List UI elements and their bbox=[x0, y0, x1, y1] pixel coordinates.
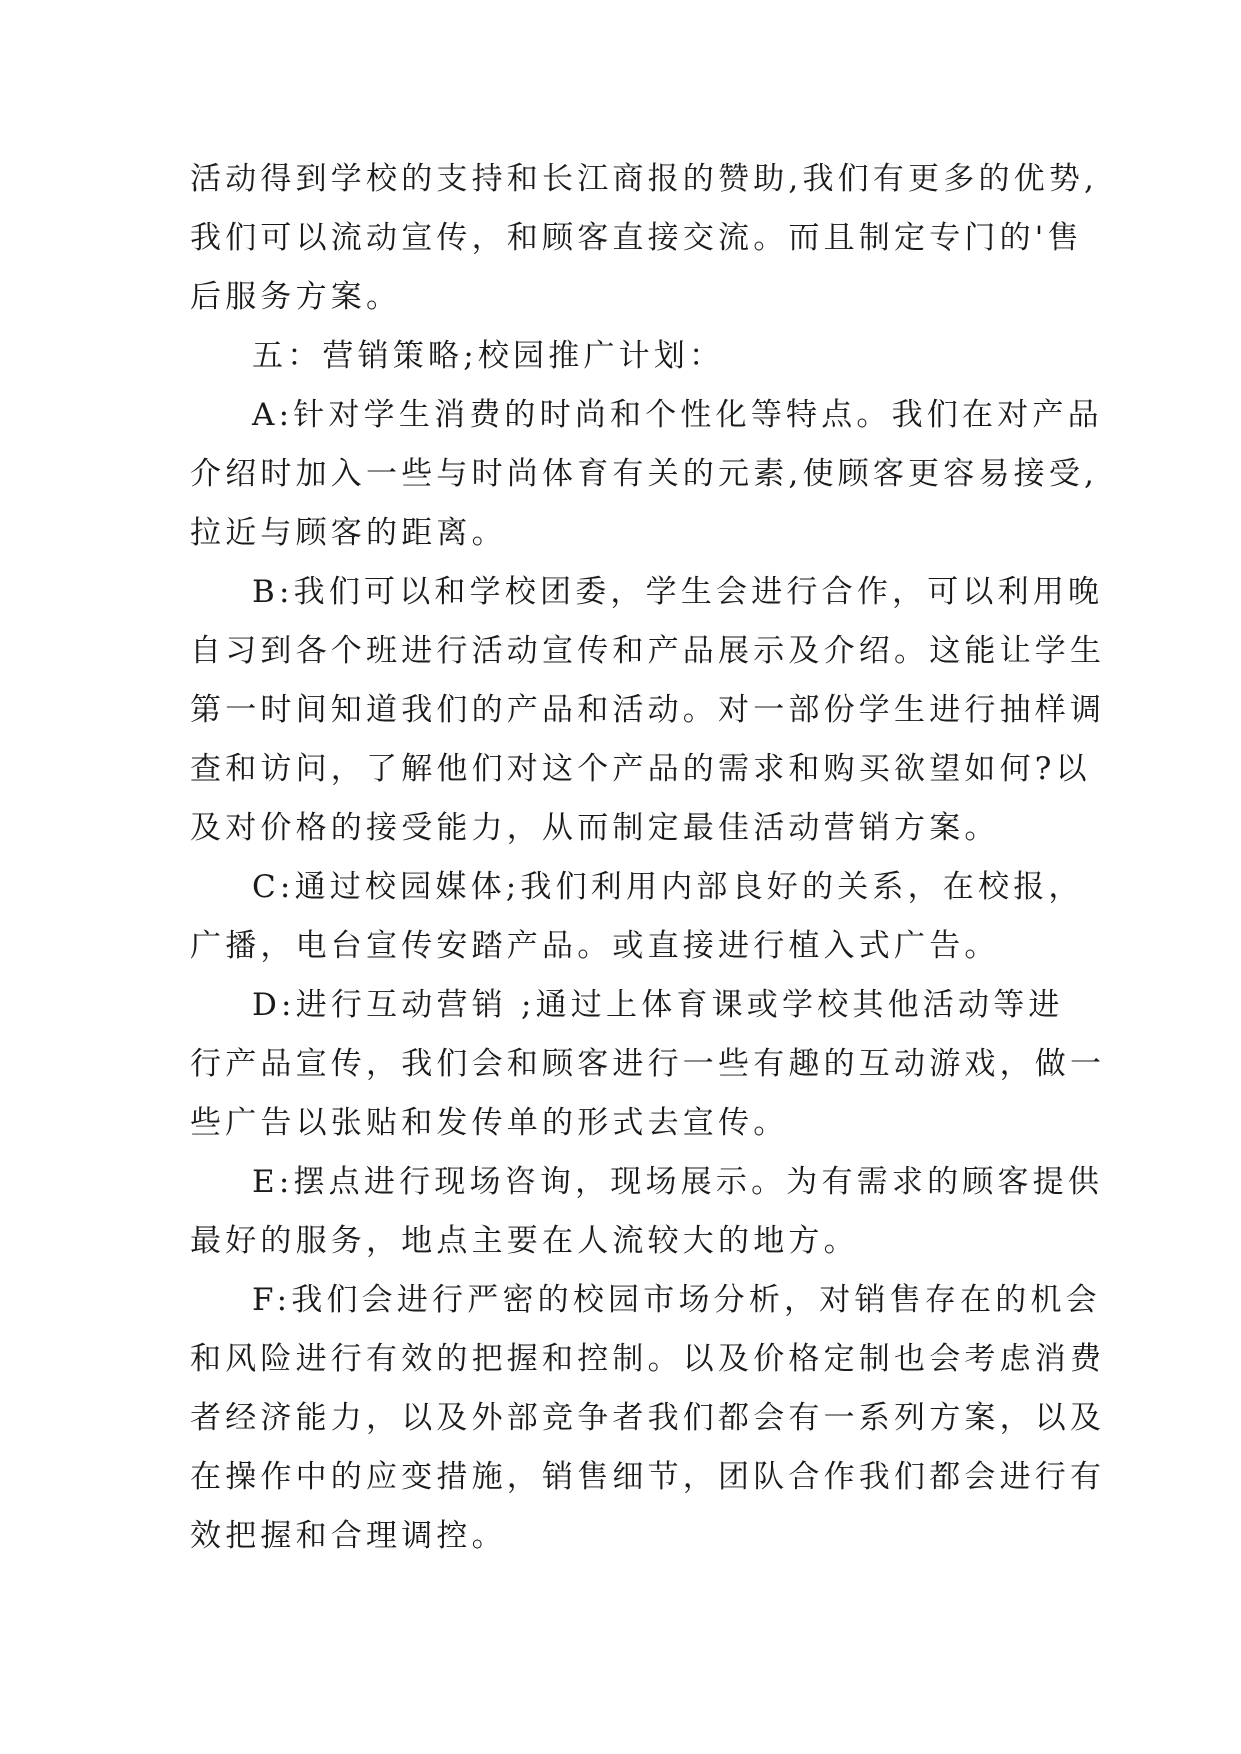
paragraph-point-d bbox=[190, 976, 1106, 1153]
text-line: E:摆点进行现场咨询，现场展示。为有需求的顾客提供 bbox=[252, 1164, 1104, 1200]
text-line: D:进行互动营销 ;通过上体育课或学校其他活动等进 bbox=[252, 987, 1064, 1023]
text-line: 第一时间知道我们的产品和活动。对一部份学生进行抽样调 bbox=[190, 692, 1106, 728]
paragraph-point-f bbox=[190, 1271, 1106, 1566]
text-line: 些广告以张贴和发传单的形式去宣传。 bbox=[190, 1105, 789, 1141]
text-line: 查和访问，了解他们对这个产品的需求和购买欲望如何?以 bbox=[190, 751, 1091, 787]
text-line: B:我们可以和学校团委，学生会进行合作，可以利用晚 bbox=[252, 574, 1104, 610]
text-line: 介绍时加入一些与时尚体育有关的元素,使顾客更容易接受, bbox=[190, 456, 1099, 492]
paragraph-point-c bbox=[190, 858, 1084, 976]
text-line: 在操作中的应变措施，销售细节，团队合作我们都会进行有 bbox=[190, 1459, 1106, 1495]
text-line: 拉近与顾客的距离。 bbox=[190, 515, 507, 551]
text-line: 广播，电台宣传安踏产品。或直接进行植入式广告。 bbox=[190, 928, 1000, 964]
text-line: 及对价格的接受能力，从而制定最佳活动营销方案。 bbox=[190, 810, 1000, 846]
text-line: 和风险进行有效的把握和控制。以及价格定制也会考虑消费 bbox=[190, 1341, 1106, 1377]
text-line: 行产品宣传，我们会和顾客进行一些有趣的互动游戏，做一 bbox=[190, 1046, 1106, 1082]
paragraph-point-b bbox=[190, 563, 1106, 858]
document-body bbox=[190, 150, 1106, 1566]
text-line: A:针对学生消费的时尚和个性化等特点。我们在对产品 bbox=[252, 397, 1103, 433]
text-line: 自习到各个班进行活动宣传和产品展示及介绍。这能让学生 bbox=[190, 633, 1106, 669]
text-line: C:通过校园媒体;我们利用内部良好的关系，在校报， bbox=[252, 869, 1084, 905]
text-line: 者经济能力，以及外部竞争者我们都会有一系列方案，以及 bbox=[190, 1400, 1106, 1436]
text-line: 效把握和合理调控。 bbox=[190, 1518, 507, 1554]
paragraph-point-a bbox=[190, 386, 1103, 563]
text-line: 后服务方案。 bbox=[190, 279, 402, 315]
paragraph-intro bbox=[190, 150, 1099, 327]
text-line: 我们可以流动宣传，和顾客直接交流。而且制定专门的'售 bbox=[190, 220, 1083, 256]
section-heading bbox=[190, 327, 1070, 386]
paragraph-point-e bbox=[190, 1153, 1104, 1271]
text-line: 最好的服务，地点主要在人流较大的地方。 bbox=[190, 1223, 859, 1259]
text-line: F:我们会进行严密的校园市场分析，对销售存在的机会 bbox=[252, 1282, 1101, 1318]
text-line: 活动得到学校的支持和长江商报的赞助,我们有更多的优势, bbox=[190, 161, 1099, 197]
heading-line: 五：营销策略;校园推广计划： bbox=[252, 338, 725, 374]
